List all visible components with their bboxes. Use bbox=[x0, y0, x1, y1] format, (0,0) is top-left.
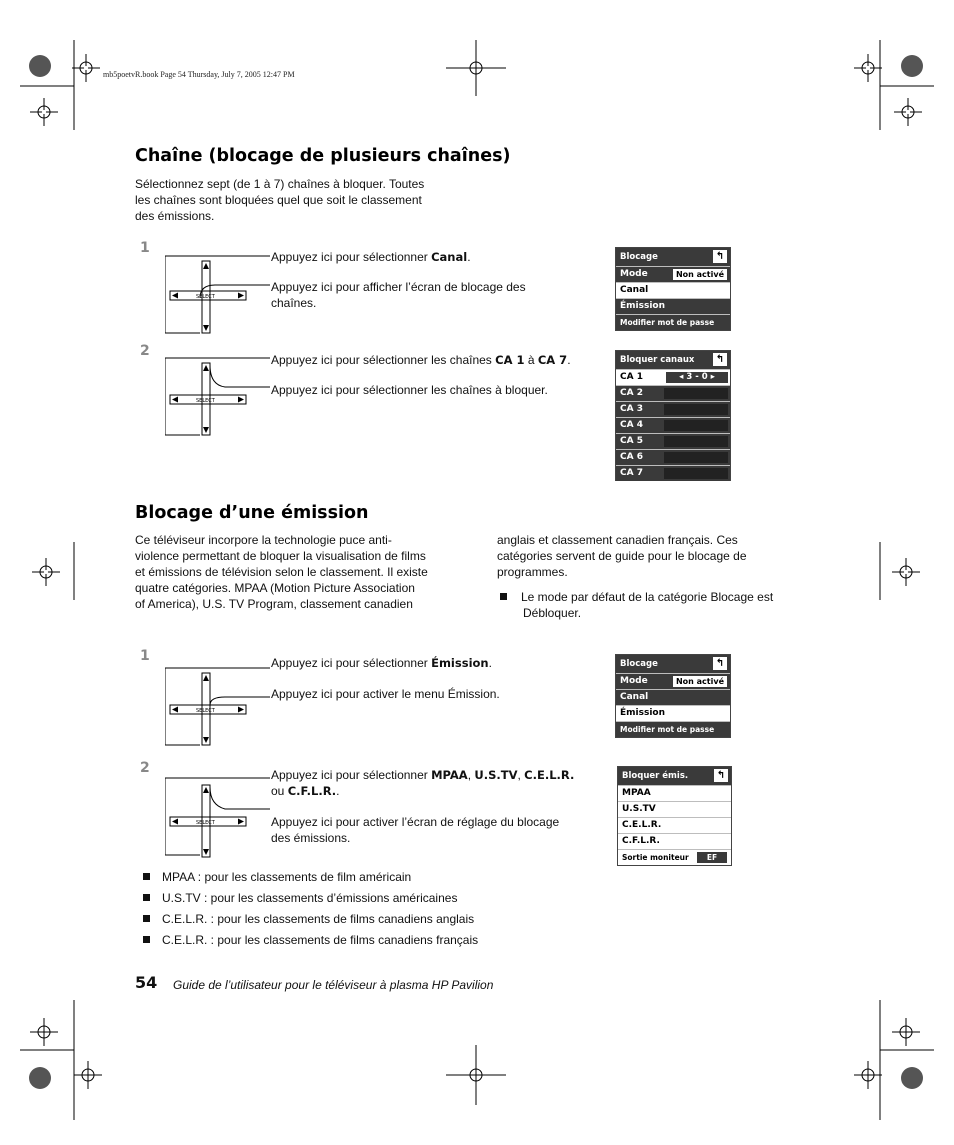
paragraph-line: anglais et classement canadien français. Ces bbox=[497, 533, 738, 547]
channel-row[interactable] bbox=[616, 386, 730, 401]
channel-slot bbox=[664, 452, 728, 463]
channel-label: CA 4 bbox=[620, 420, 643, 430]
section2-col1 bbox=[135, 532, 428, 612]
menu-row-value: EF bbox=[697, 852, 727, 863]
callout-bold: Émission bbox=[431, 656, 489, 670]
intro-line: des émissions. bbox=[135, 209, 215, 223]
bullet-marker bbox=[143, 894, 150, 901]
channel-label: CA 1 bbox=[620, 372, 643, 382]
menu-row-label: Modifier mot de passe bbox=[620, 725, 715, 734]
section2-title: Blocage d’une émission bbox=[135, 503, 369, 523]
channel-label: CA 6 bbox=[620, 452, 643, 462]
callout-line: Appuyez ici pour activer l’écran de réglage du blocage bbox=[271, 815, 560, 829]
callout-bold: CA 7 bbox=[537, 353, 568, 367]
callout-bold: CA 1 bbox=[495, 353, 525, 367]
menu-title-text: Bloquer canaux bbox=[620, 355, 695, 365]
dpad-diagram bbox=[165, 775, 275, 861]
dpad-diagram bbox=[165, 253, 275, 339]
step-number: 2 bbox=[140, 343, 150, 359]
dpad-diagram bbox=[165, 665, 275, 751]
menu-row-canal[interactable] bbox=[616, 690, 730, 705]
callout-text: Appuyez ici pour sélectionner bbox=[271, 768, 432, 782]
channel-slot bbox=[664, 388, 728, 399]
header-stamp: mb5poetvR.book Page 54 Thursday, July 7, 2005 12:47 PM bbox=[103, 70, 295, 79]
section2-col2 bbox=[497, 532, 747, 580]
menu-row-label: Émission bbox=[620, 301, 665, 311]
callout-text: Appuyez ici pour sélectionner les chaînes bbox=[271, 353, 496, 367]
callout: Appuyez ici pour activer le menu Émission. bbox=[271, 687, 500, 701]
channel-row[interactable] bbox=[616, 466, 730, 481]
channel-row[interactable] bbox=[616, 434, 730, 449]
osd-menu-bloquer-canaux bbox=[615, 350, 731, 481]
step-number: 2 bbox=[140, 760, 150, 776]
bullet-text: C.E.L.R. : pour les classements de films canadiens français bbox=[162, 933, 479, 947]
channel-label: CA 2 bbox=[620, 388, 643, 398]
menu-row-label: Canal bbox=[620, 285, 649, 295]
bullet-text: U.S.TV : pour les classements d’émissions américaines bbox=[162, 891, 458, 905]
select-label: SELECT bbox=[196, 708, 215, 714]
note-line: Débloquer. bbox=[523, 606, 582, 620]
step-number: 1 bbox=[140, 648, 150, 664]
remote-dpad bbox=[165, 355, 255, 441]
channel-row[interactable] bbox=[616, 450, 730, 465]
bullet-item bbox=[143, 869, 411, 885]
bullet-item bbox=[143, 890, 457, 906]
page-number: 54 bbox=[135, 973, 158, 992]
paragraph-line: et émissions de télévision selon le classement. Il existe bbox=[135, 565, 428, 579]
back-icon[interactable]: ↰ bbox=[713, 657, 727, 670]
menu-row-mode[interactable] bbox=[616, 267, 730, 282]
step-number: 1 bbox=[140, 240, 150, 256]
callout bbox=[271, 814, 559, 846]
back-icon[interactable]: ↰ bbox=[714, 769, 728, 782]
channel-slot bbox=[664, 468, 728, 479]
menu-row-emission[interactable] bbox=[616, 299, 730, 314]
menu-row-label: MPAA bbox=[622, 788, 651, 798]
callout-bold: C.F.L.R. bbox=[287, 784, 337, 798]
menu-title bbox=[616, 655, 730, 673]
select-label: SELECT bbox=[196, 398, 215, 404]
select-label: SELECT bbox=[196, 294, 215, 300]
intro-line: Sélectionnez sept (de 1 à 7) chaînes à bloquer. Toutes bbox=[135, 177, 425, 191]
callout-bold: MPAA bbox=[431, 768, 468, 782]
back-icon[interactable]: ↰ bbox=[713, 250, 727, 263]
callout-text: , bbox=[517, 768, 525, 782]
menu-row-value: Non activé bbox=[673, 676, 727, 687]
menu-title-text: Blocage bbox=[620, 252, 658, 262]
channel-row[interactable] bbox=[616, 402, 730, 417]
channel-row[interactable] bbox=[616, 370, 730, 385]
menu-title-text: Blocage bbox=[620, 659, 658, 669]
callout-text: . bbox=[467, 250, 471, 264]
section1-title: Chaîne (blocage de plusieurs chaînes) bbox=[135, 146, 511, 166]
channel-label: CA 7 bbox=[620, 468, 643, 478]
callout-text: . bbox=[336, 784, 340, 798]
menu-row-label: Mode bbox=[620, 676, 648, 686]
callout-text: Appuyez ici pour sélectionner bbox=[271, 250, 432, 264]
menu-row-password[interactable] bbox=[616, 722, 730, 737]
menu-row-label: C.F.L.R. bbox=[622, 836, 660, 846]
bullet-item bbox=[143, 932, 478, 948]
callout-line: Appuyez ici pour afficher l’écran de blocage des bbox=[271, 280, 526, 294]
note-line: Le mode par défaut de la catégorie Blocage est bbox=[521, 590, 774, 604]
channel-label: CA 3 bbox=[620, 404, 643, 414]
bullet-marker bbox=[143, 936, 150, 943]
callout-line: chaînes. bbox=[271, 296, 317, 310]
callout-text: . bbox=[488, 656, 492, 670]
menu-row-label: C.E.L.R. bbox=[622, 820, 662, 830]
rating-row-celr[interactable] bbox=[618, 818, 731, 833]
dpad-diagram bbox=[165, 355, 275, 441]
callout bbox=[271, 279, 526, 311]
callout-text: . bbox=[567, 353, 571, 367]
footer-title: Guide de l’utilisateur pour le téléviseur à plasma HP Pavilion bbox=[173, 978, 494, 992]
back-icon[interactable]: ↰ bbox=[713, 353, 727, 366]
channel-slot bbox=[664, 404, 728, 415]
remote-dpad bbox=[165, 665, 255, 751]
callout-line: des émissions. bbox=[271, 831, 351, 845]
channel-row[interactable] bbox=[616, 418, 730, 433]
note-bullet bbox=[500, 589, 773, 621]
rating-row-mpaa[interactable] bbox=[618, 786, 731, 801]
remote-dpad bbox=[165, 253, 255, 339]
rating-row-ustv[interactable] bbox=[618, 802, 731, 817]
menu-row-label: Mode bbox=[620, 269, 648, 279]
menu-row-password[interactable] bbox=[616, 315, 730, 330]
bullet-marker bbox=[500, 593, 507, 600]
bullet-text: C.E.L.R. : pour les classements de films canadiens anglais bbox=[162, 912, 475, 926]
menu-title bbox=[616, 351, 730, 369]
osd-menu-blocage bbox=[615, 247, 731, 331]
callout bbox=[271, 249, 471, 265]
callout bbox=[271, 352, 571, 368]
callout-text: à bbox=[524, 353, 538, 367]
menu-row-label: Sortie moniteur bbox=[622, 853, 689, 862]
menu-title-text: Bloquer émis. bbox=[622, 771, 689, 781]
bullet-item bbox=[143, 911, 474, 927]
callout-bold: Canal bbox=[431, 250, 468, 264]
remote-dpad bbox=[165, 775, 255, 861]
channel-label: CA 5 bbox=[620, 436, 643, 446]
menu-row-label: Modifier mot de passe bbox=[620, 318, 715, 327]
menu-title bbox=[618, 767, 731, 785]
paragraph-line: Ce téléviseur incorpore la technologie puce anti- bbox=[135, 533, 392, 547]
channel-selector-value: 3 - 0 bbox=[686, 372, 708, 382]
channel-slot bbox=[664, 436, 728, 447]
menu-row-value: Non activé bbox=[673, 269, 727, 280]
menu-row-canal[interactable] bbox=[616, 283, 730, 298]
bullet-marker bbox=[143, 873, 150, 880]
callout-text: , bbox=[467, 768, 475, 782]
channel-slot bbox=[664, 420, 728, 431]
rating-row-cflr[interactable] bbox=[618, 834, 731, 849]
monitor-out-row[interactable] bbox=[618, 850, 731, 865]
callout bbox=[271, 767, 574, 799]
bullet-text: MPAA : pour les classements de film américain bbox=[162, 870, 412, 884]
bullet-marker bbox=[143, 915, 150, 922]
paragraph-line: of America), U.S. TV Program, classement canadien bbox=[135, 597, 413, 611]
menu-row-label: Émission bbox=[620, 708, 665, 718]
menu-row-label: U.S.TV bbox=[622, 804, 656, 814]
select-label: SELECT bbox=[196, 820, 215, 826]
osd-menu-bloquer-emis bbox=[617, 766, 732, 866]
osd-menu-blocage bbox=[615, 654, 731, 738]
menu-title bbox=[616, 248, 730, 266]
callout-bold: C.E.L.R. bbox=[524, 768, 575, 782]
menu-row-label: Canal bbox=[620, 692, 649, 702]
callout-text: Appuyez ici pour sélectionner bbox=[271, 656, 432, 670]
channel-selector[interactable]: ◂ 3 - 0 ▸ bbox=[666, 372, 728, 383]
callout-bold: U.S.TV bbox=[474, 768, 518, 782]
menu-row-mode[interactable] bbox=[616, 674, 730, 689]
callout: Appuyez ici pour sélectionner les chaînes à bloquer. bbox=[271, 383, 548, 397]
paragraph-line: catégories servent de guide pour le blocage de bbox=[497, 549, 747, 563]
paragraph-line: violence permettant de bloquer la visualisation de films bbox=[135, 549, 426, 563]
callout bbox=[271, 655, 492, 671]
menu-row-emission[interactable] bbox=[616, 706, 730, 721]
paragraph-line: quatre catégories. MPAA (Motion Picture Association bbox=[135, 581, 415, 595]
paragraph-line: programmes. bbox=[497, 565, 568, 579]
section1-intro bbox=[135, 176, 424, 224]
intro-line: les chaînes sont bloquées quel que soit le classement bbox=[135, 193, 422, 207]
callout-text: ou bbox=[271, 784, 288, 798]
